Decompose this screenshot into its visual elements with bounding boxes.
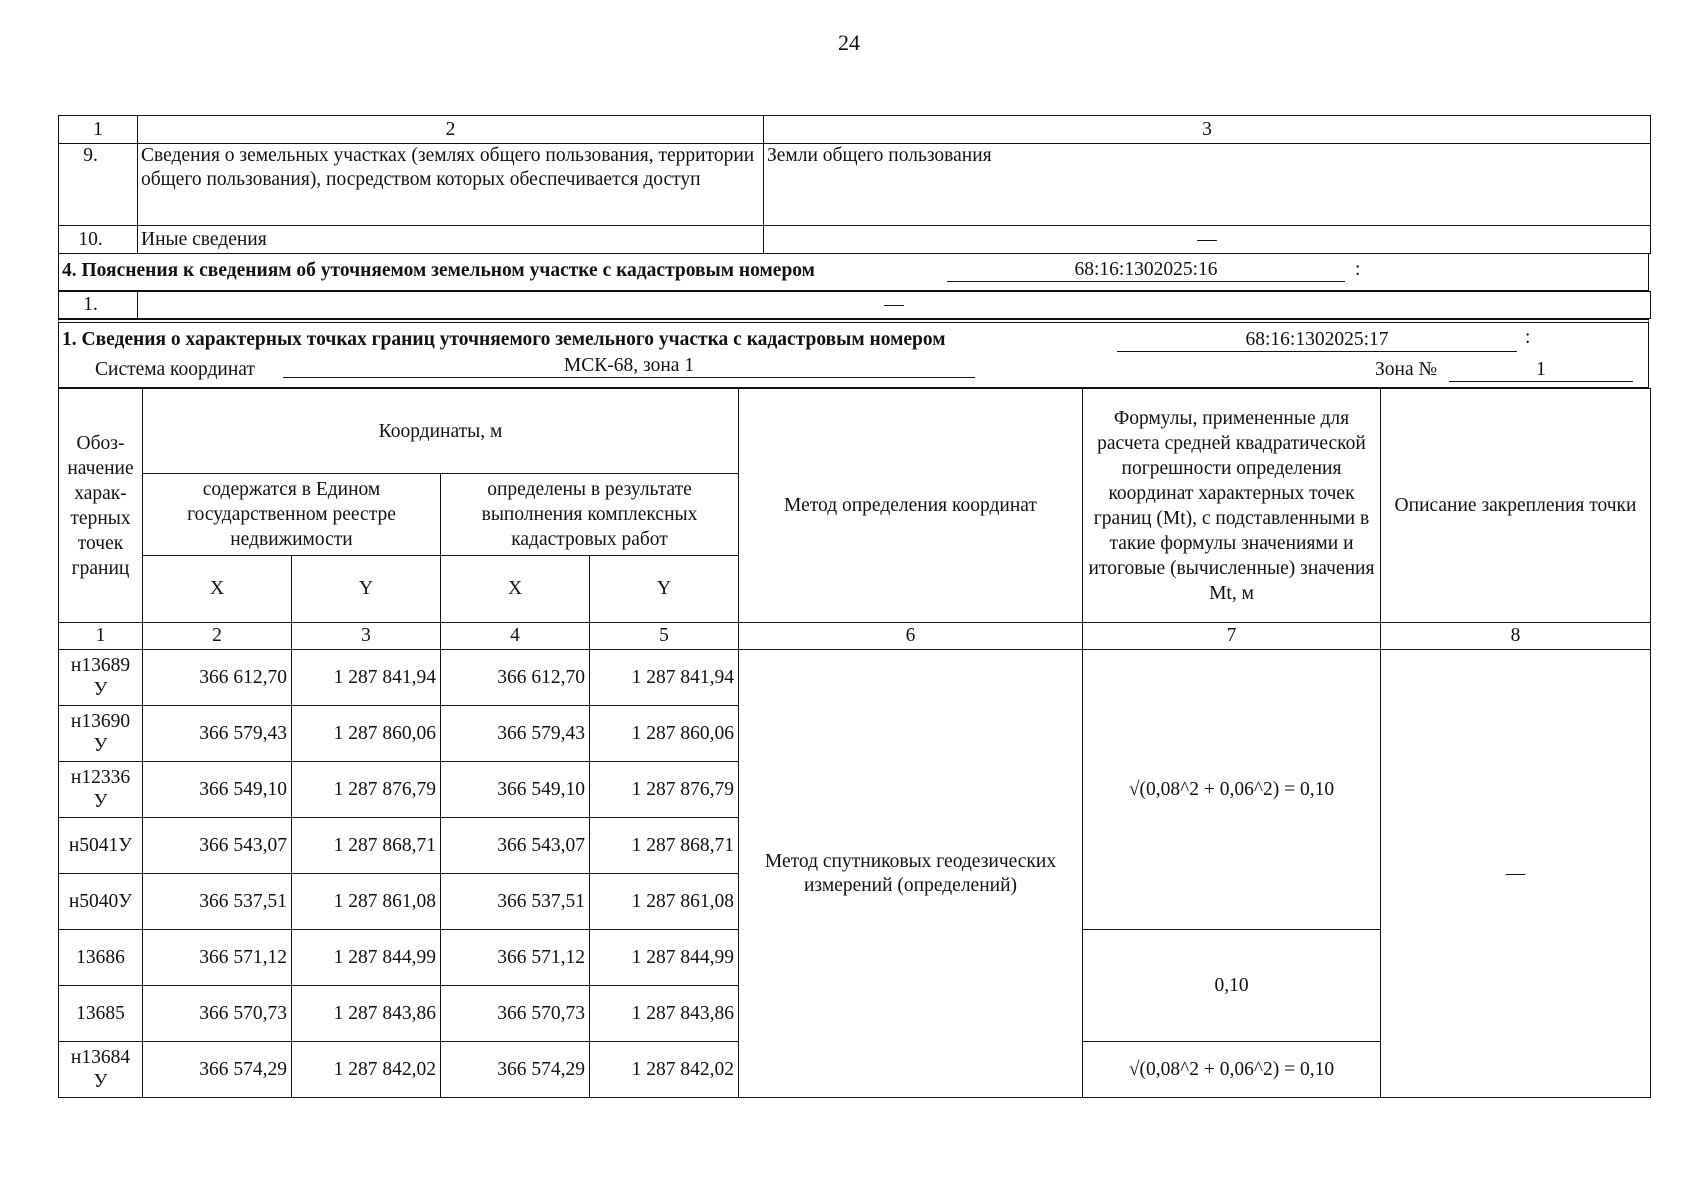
table-row — [59, 292, 1651, 319]
point-x-egrn: 366 579,43 — [143, 706, 292, 762]
point-y-complex: 1 287 843,86 — [590, 986, 739, 1042]
point-x-complex: 366 570,73 — [441, 986, 590, 1042]
table-row — [59, 650, 1651, 706]
col-header-1: 1 — [59, 116, 138, 144]
point-y-complex: 1 287 861,08 — [590, 874, 739, 930]
coord-system-label: Система координат — [95, 359, 255, 380]
col-number: 4 — [441, 623, 590, 650]
header-complex: определены в результате выполнения комплексных кадастровых работ — [441, 474, 739, 556]
col-number: 6 — [739, 623, 1083, 650]
row-label: Иные сведения — [138, 226, 764, 254]
table-row — [59, 144, 1651, 226]
point-name: 13686 — [59, 930, 143, 986]
point-y-egrn: 1 287 876,79 — [292, 762, 441, 818]
point-y-egrn: 1 287 844,99 — [292, 930, 441, 986]
point-y-egrn: 1 287 868,71 — [292, 818, 441, 874]
header-y: Y — [590, 556, 739, 623]
info-table-block — [58, 115, 1650, 1098]
points-header-row-1 — [59, 389, 1651, 474]
point-x-complex: 366 537,51 — [441, 874, 590, 930]
point-name: н13690 У — [59, 706, 143, 762]
point-x-egrn: 366 574,29 — [143, 1042, 292, 1098]
col-number: 2 — [143, 623, 292, 650]
point-x-egrn: 366 570,73 — [143, 986, 292, 1042]
points-table — [58, 388, 1651, 1098]
row-number: 1. — [59, 292, 138, 319]
point-y-complex: 1 287 841,94 — [590, 650, 739, 706]
row-value: — — [764, 226, 1651, 254]
header-x: X — [441, 556, 590, 623]
formula-value: √(0,08^2 + 0,06^2) = 0,10 — [1083, 1042, 1381, 1098]
point-x-egrn: 366 543,07 — [143, 818, 292, 874]
section-4-colon: : — [1355, 259, 1361, 280]
section-1-cadastral-number: 68:16:1302025:17 — [1117, 329, 1517, 352]
point-name: н13689 У — [59, 650, 143, 706]
point-y-complex: 1 287 860,06 — [590, 706, 739, 762]
point-name: н5041У — [59, 818, 143, 874]
point-x-egrn: 366 571,12 — [143, 930, 292, 986]
point-y-complex: 1 287 868,71 — [590, 818, 739, 874]
row-number: 10. — [59, 226, 138, 254]
header-description: Описание закрепления точки — [1381, 389, 1651, 623]
points-col-numbers-row — [59, 623, 1651, 650]
section-4-cadastral-number: 68:16:1302025:16 — [947, 259, 1345, 282]
section-4-title: 4. Пояснения к сведениям об уточняемом земельном участке с кадастровым номером — [62, 260, 815, 281]
point-name: н12336 У — [59, 762, 143, 818]
row-value: — — [138, 292, 1651, 319]
formula-value: 0,10 — [1083, 930, 1381, 1042]
row-label: Сведения о земельных участках (землях общего пользования, территории общего пользования), посредством которых обеспечивается доступ — [138, 144, 764, 226]
table-row — [59, 226, 1651, 254]
point-y-egrn: 1 287 841,94 — [292, 650, 441, 706]
coord-system-value: МСК-68, зона 1 — [283, 355, 975, 378]
point-y-complex: 1 287 844,99 — [590, 930, 739, 986]
zone-value: 1 — [1449, 359, 1633, 382]
header-method: Метод определения координат — [739, 389, 1083, 623]
point-name: 13685 — [59, 986, 143, 1042]
col-number: 7 — [1083, 623, 1381, 650]
section-1-header — [58, 319, 1649, 388]
section-4-table — [58, 291, 1651, 319]
section-4-header — [58, 254, 1649, 291]
row-number: 9. — [59, 144, 138, 226]
section-1-colon: : — [1525, 327, 1531, 348]
point-y-egrn: 1 287 860,06 — [292, 706, 441, 762]
row-value: Земли общего пользования — [764, 144, 1651, 226]
section-1-title: 1. Сведения о характерных точках границ уточняемого земельного участка с кадастровым номером — [62, 329, 946, 350]
header-x: X — [143, 556, 292, 623]
point-x-complex: 366 543,07 — [441, 818, 590, 874]
point-x-complex: 366 571,12 — [441, 930, 590, 986]
point-x-complex: 366 612,70 — [441, 650, 590, 706]
formula-value: √(0,08^2 + 0,06^2) = 0,10 — [1083, 650, 1381, 930]
col-header-3: 3 — [764, 116, 1651, 144]
point-x-complex: 366 574,29 — [441, 1042, 590, 1098]
col-number: 1 — [59, 623, 143, 650]
method-value: Метод спутниковых геодезических измерений (определений) — [739, 650, 1083, 1098]
point-x-complex: 366 549,10 — [441, 762, 590, 818]
description-value: — — [1381, 650, 1651, 1098]
point-x-egrn: 366 612,70 — [143, 650, 292, 706]
col-number: 8 — [1381, 623, 1651, 650]
col-number: 3 — [292, 623, 441, 650]
point-y-complex: 1 287 876,79 — [590, 762, 739, 818]
point-y-egrn: 1 287 843,86 — [292, 986, 441, 1042]
point-y-egrn: 1 287 842,02 — [292, 1042, 441, 1098]
point-x-complex: 366 579,43 — [441, 706, 590, 762]
col-header-2: 2 — [138, 116, 764, 144]
header-y: Y — [292, 556, 441, 623]
point-x-egrn: 366 549,10 — [143, 762, 292, 818]
col-number: 5 — [590, 623, 739, 650]
point-y-complex: 1 287 842,02 — [590, 1042, 739, 1098]
page-number: 24 — [838, 30, 860, 55]
point-y-egrn: 1 287 861,08 — [292, 874, 441, 930]
point-x-egrn: 366 537,51 — [143, 874, 292, 930]
info-table — [58, 115, 1651, 254]
header-egrn: содержатся в Едином государственном реестре недвижимости — [143, 474, 441, 556]
info-table-header-row — [59, 116, 1651, 144]
point-name: н5040У — [59, 874, 143, 930]
header-designation: Обоз-начение харак-терных точек границ — [59, 389, 143, 623]
point-name: н13684 У — [59, 1042, 143, 1098]
header-coordinates: Координаты, м — [143, 389, 739, 474]
zone-label: Зона № — [1375, 359, 1438, 380]
header-formulas: Формулы, примененные для расчета средней квадратической погрешности определения координат характерных точек границ (Mt), с подставленными в такие формулы значениями и итоговые (вычисленные) значения Mt, м — [1083, 389, 1381, 623]
